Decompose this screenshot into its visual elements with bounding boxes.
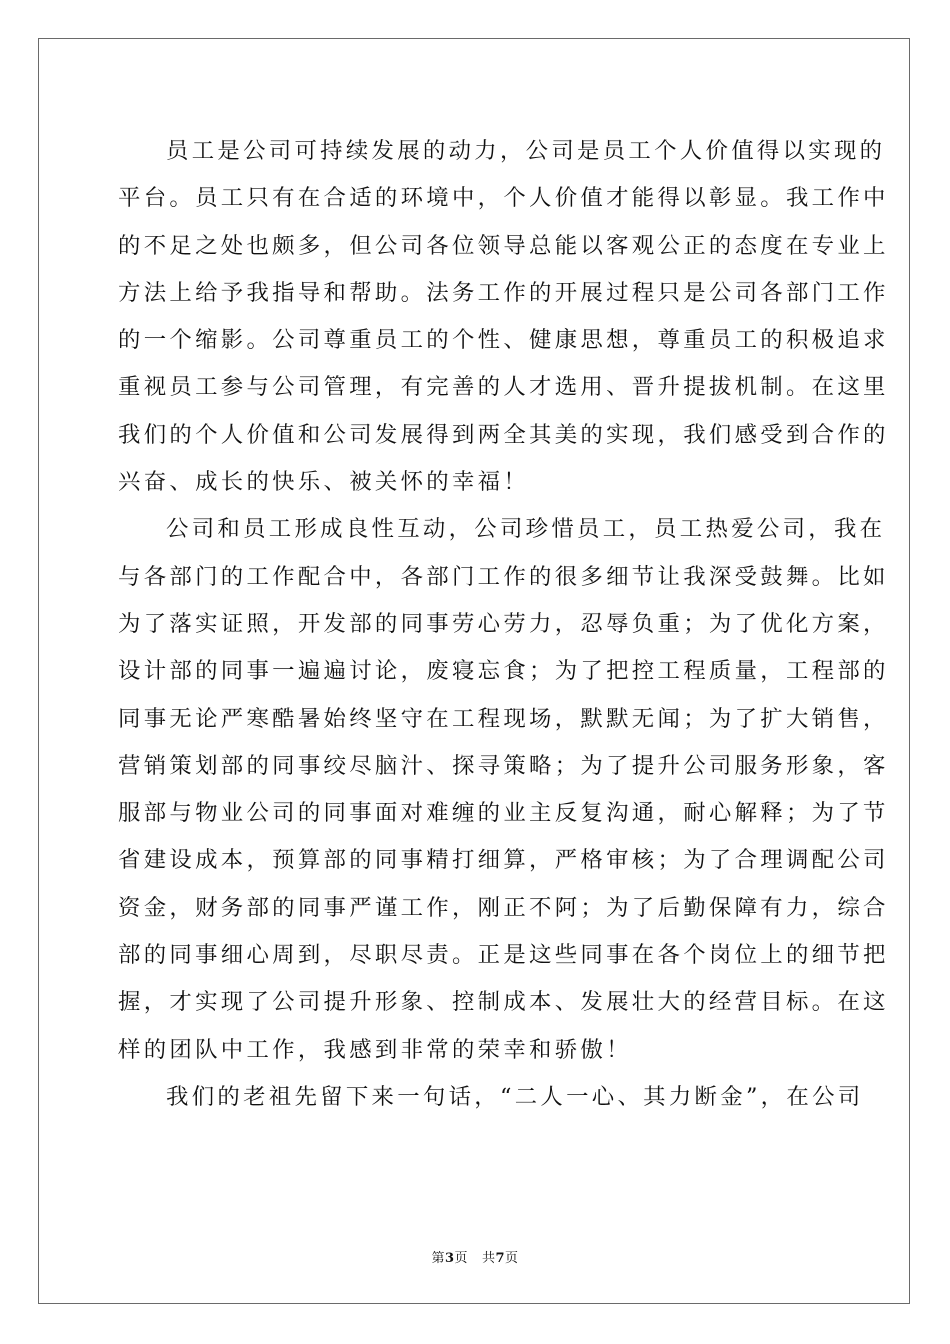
text-line: 部的同事细心周到，尽职尽责。正是这些同事在各个岗位上的细节把 [118, 942, 889, 969]
text-line: 同事无论严寒酷暑始终坚守在工程现场，默默无闻；为了扩大销售， [118, 705, 889, 732]
text-line: 的不足之处也颇多，但公司各位领导总能以客观公正的态度在专业上 [118, 232, 889, 259]
paragraph-2 [118, 506, 889, 1074]
paragraph-3 [118, 1074, 864, 1121]
text-line: 公司和员工形成良性互动，公司珍惜员工，员工热爱公司，我在 [166, 516, 886, 543]
page-suffix: 页 [454, 1251, 469, 1266]
total-suffix: 页 [505, 1251, 519, 1266]
document-body [118, 128, 889, 1121]
page-number: 3 [444, 1251, 455, 1266]
text-line: 为了落实证照，开发部的同事劳心劳力，忍辱负重；为了优化方案， [118, 610, 889, 637]
text-line: 我们的老祖先留下来一句话，“二人一心、其力断金”，在公司 [166, 1083, 864, 1110]
text-line: 方法上给予我指导和帮助。法务工作的开展过程只是公司各部门工作 [118, 279, 889, 306]
text-line: 营销策划部的同事绞尽脑汁、探寻策略；为了提升公司服务形象，客 [118, 752, 889, 779]
text-line: 设计部的同事一遍遍讨论，废寝忘食；为了把控工程质量，工程部的 [118, 658, 889, 685]
text-line: 的一个缩影。公司尊重员工的个性、健康思想，尊重员工的积极追求 [118, 327, 889, 354]
text-line: 我们的个人价值和公司发展得到两全其美的实现，我们感受到合作的 [118, 421, 889, 448]
total-pages: 7 [495, 1251, 506, 1266]
text-line: 资金，财务部的同事严谨工作，刚正不阿；为了后勤保障有力，综合 [118, 894, 889, 921]
text-line: 兴奋、成长的快乐、被关怀的幸福！ [118, 469, 530, 496]
text-line: 服部与物业公司的同事面对难缠的业主反复沟通，耐心解释；为了节 [118, 800, 889, 827]
page-prefix: 第 [431, 1251, 445, 1266]
text-line: 样的团队中工作，我感到非常的荣幸和骄傲！ [118, 1036, 632, 1063]
text-line: 重视员工参与公司管理，有完善的人才选用、晋升提拔机制。在这里 [118, 374, 889, 401]
text-line: 握，才实现了公司提升形象、控制成本、发展壮大的经营目标。在这 [118, 989, 889, 1016]
text-line: 与各部门的工作配合中，各部门工作的很多细节让我深受鼓舞。比如 [118, 563, 889, 590]
total-prefix: 共 [481, 1251, 496, 1266]
text-line: 省建设成本，预算部的同事精打细算，严格审核；为了合理调配公司 [118, 847, 889, 874]
paragraph-1 [118, 128, 889, 506]
text-line: 平台。员工只有在合适的环境中，个人价值才能得以彰显。我工作中 [118, 185, 889, 212]
page-footer [0, 1247, 950, 1266]
text-line: 员工是公司可持续发展的动力，公司是员工个人价值得以实现的 [166, 138, 886, 164]
